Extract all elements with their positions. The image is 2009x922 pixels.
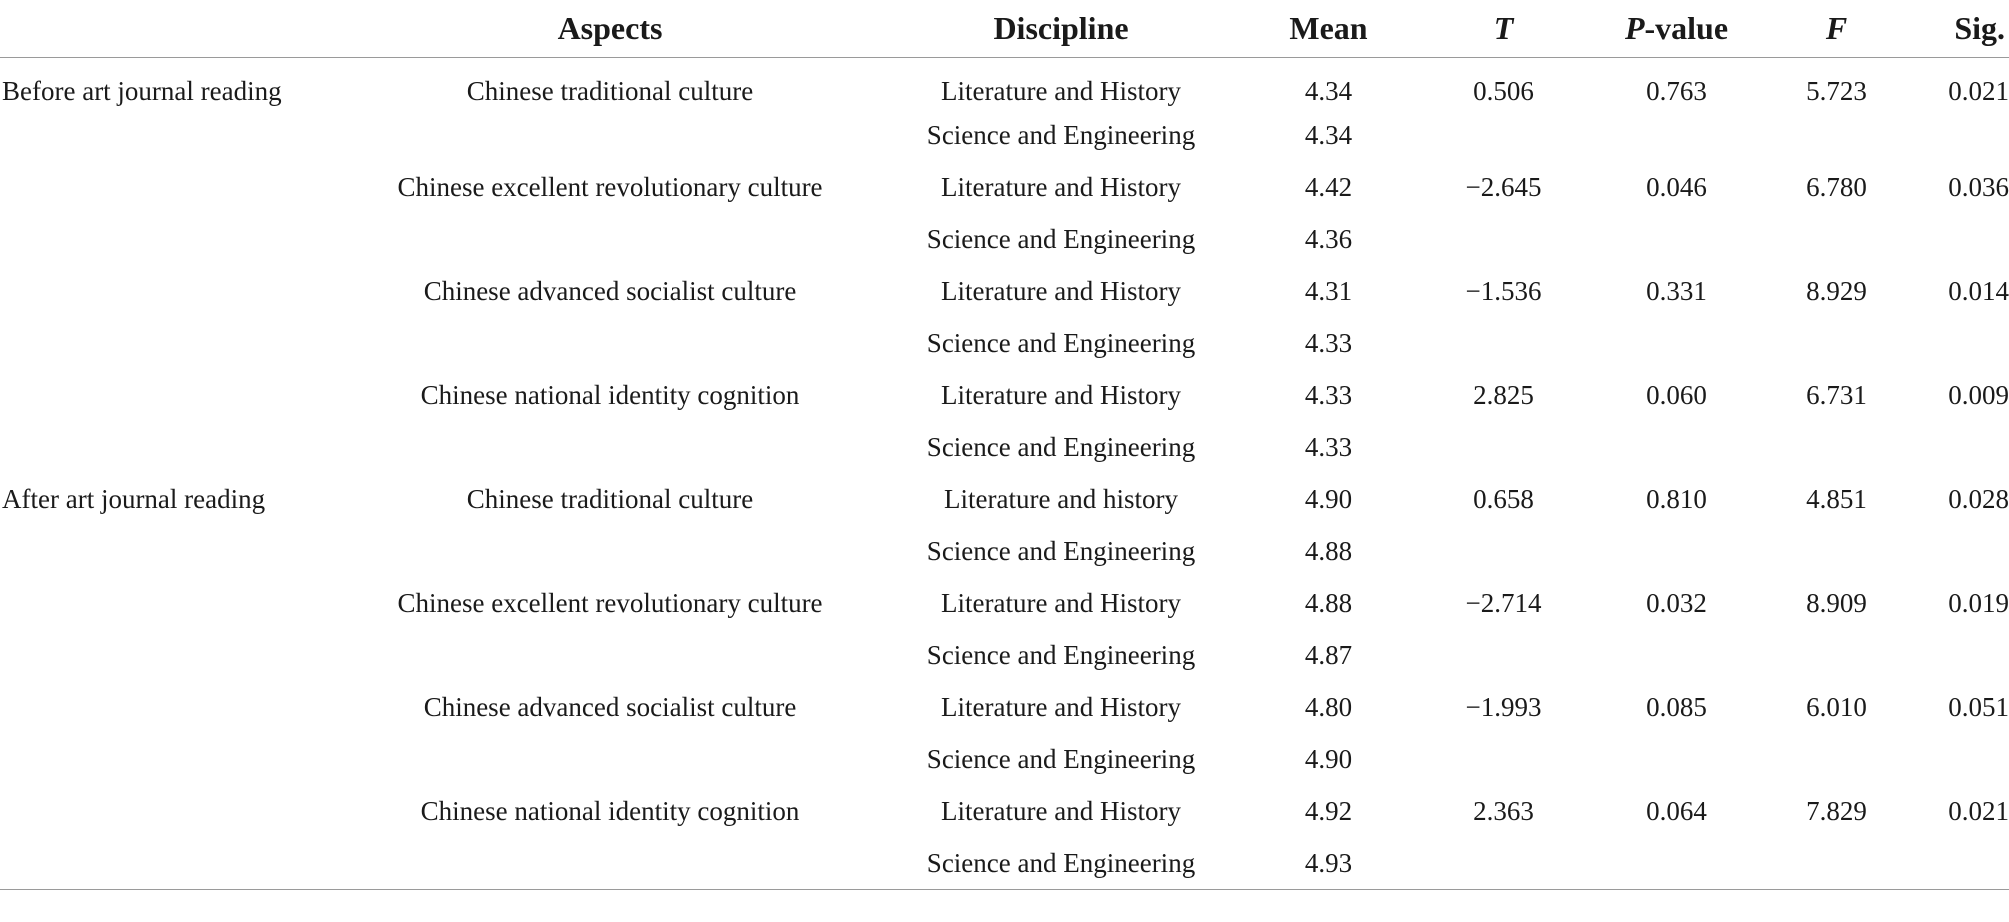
- cell-sig: 0.051: [1948, 692, 2009, 722]
- cell-f: 6.010: [1806, 692, 1867, 722]
- cell-sig: [1898, 110, 2009, 162]
- cell-sig: [1898, 630, 2009, 682]
- cell-stage: [0, 422, 326, 474]
- table-row: [0, 578, 2009, 630]
- cell-p-value: 0.032: [1646, 588, 1707, 618]
- cell-aspect: Chinese traditional culture: [466, 484, 754, 514]
- cell-sig: 0.021: [1948, 796, 2009, 826]
- cell-p-value: 0.064: [1646, 796, 1707, 826]
- cell-discipline: Literature and History: [941, 588, 1181, 618]
- header-f: F: [1775, 0, 1898, 58]
- cell-aspect: [326, 214, 894, 266]
- cell-f: 5.723: [1806, 76, 1867, 107]
- cell-aspect: [326, 630, 894, 682]
- cell-stage: [0, 370, 326, 422]
- cell-p-value: 0.763: [1646, 76, 1707, 107]
- cell-aspect: [326, 526, 894, 578]
- cell-t: −2.645: [1465, 172, 1542, 202]
- cell-t: [1429, 110, 1578, 162]
- cell-f: [1775, 838, 1898, 890]
- table-row: [0, 214, 2009, 266]
- cell-sig: 0.019: [1948, 588, 2009, 618]
- cell-t: 2.825: [1473, 380, 1534, 410]
- cell-f: [1775, 110, 1898, 162]
- table-row: [0, 786, 2009, 838]
- cell-sig: [1898, 318, 2009, 370]
- header-p-suffix: -value: [1644, 10, 1729, 46]
- cell-t: −1.993: [1465, 692, 1542, 722]
- cell-mean: 4.90: [1304, 484, 1353, 514]
- cell-f: 6.780: [1806, 172, 1867, 202]
- table-row: [0, 630, 2009, 682]
- cell-t: [1429, 630, 1578, 682]
- cell-p-value: [1578, 110, 1775, 162]
- cell-mean: 4.36: [1304, 224, 1353, 254]
- cell-mean: 4.80: [1304, 692, 1353, 722]
- cell-sig: [1898, 838, 2009, 890]
- table-row: [0, 58, 2009, 110]
- cell-p-value: [1578, 526, 1775, 578]
- cell-mean: 4.34: [1304, 76, 1353, 107]
- cell-mean: 4.33: [1304, 328, 1353, 358]
- cell-p-value: 0.810: [1646, 484, 1707, 514]
- cell-stage: [0, 734, 326, 786]
- cell-t: [1429, 838, 1578, 890]
- cell-t: 0.658: [1473, 484, 1534, 514]
- cell-aspect: Chinese traditional culture: [466, 76, 754, 107]
- table-row: [0, 422, 2009, 474]
- cell-mean: 4.90: [1304, 744, 1353, 774]
- cell-sig: 0.036: [1948, 172, 2009, 202]
- cell-mean: 4.33: [1304, 380, 1353, 410]
- header-stage: [0, 0, 326, 58]
- cell-stage: [0, 214, 326, 266]
- cell-sig: [1898, 214, 2009, 266]
- cell-t: 2.363: [1473, 796, 1534, 826]
- cell-discipline: Science and Engineering: [894, 838, 1228, 890]
- table-row: [0, 370, 2009, 422]
- cell-discipline: Science and Engineering: [926, 744, 1196, 774]
- cell-discipline: Science and Engineering: [926, 432, 1196, 462]
- cell-sig: 0.014: [1948, 276, 2009, 306]
- cell-stage: Before art journal reading: [2, 76, 282, 107]
- cell-f: 4.851: [1806, 484, 1867, 514]
- cell-mean: 4.87: [1304, 640, 1353, 670]
- header-discipline: Discipline: [894, 0, 1228, 58]
- cell-aspect: [326, 110, 894, 162]
- cell-mean: 4.34: [1304, 120, 1353, 150]
- cell-stage: [0, 266, 326, 318]
- cell-discipline: Science and Engineering: [926, 640, 1196, 670]
- cell-aspect: Chinese national identity cognition: [420, 796, 800, 826]
- cell-aspect: Chinese national identity cognition: [420, 380, 800, 410]
- cell-stage: [0, 318, 326, 370]
- cell-p-value: 0.331: [1646, 276, 1707, 306]
- cell-t: [1429, 214, 1578, 266]
- cell-t: [1429, 734, 1578, 786]
- cell-aspect: [326, 318, 894, 370]
- cell-sig: [1898, 422, 2009, 474]
- cell-stage: [0, 838, 326, 890]
- cell-t: 0.506: [1473, 76, 1534, 107]
- table-row: [0, 526, 2009, 578]
- table-body: [0, 58, 2009, 890]
- cell-t: [1429, 526, 1578, 578]
- cell-f: [1775, 422, 1898, 474]
- cell-sig: [1898, 734, 2009, 786]
- cell-p-value: [1578, 838, 1775, 890]
- cell-mean: 4.92: [1304, 796, 1353, 826]
- cell-stage: [0, 110, 326, 162]
- cell-sig: [1898, 526, 2009, 578]
- cell-discipline: Science and Engineering: [926, 536, 1196, 566]
- cell-discipline: Literature and History: [941, 796, 1181, 826]
- cell-discipline: Literature and History: [941, 172, 1181, 202]
- table-row: [0, 734, 2009, 786]
- cell-stage: [0, 578, 326, 630]
- cell-mean: 4.31: [1304, 276, 1353, 306]
- cell-stage: [0, 682, 326, 734]
- cell-stage: After art journal reading: [2, 484, 266, 514]
- cell-t: [1429, 422, 1578, 474]
- cell-discipline: Literature and history: [944, 484, 1178, 514]
- cell-mean: 4.88: [1304, 588, 1353, 618]
- cell-f: 8.929: [1806, 276, 1867, 306]
- cell-aspect: Chinese advanced socialist culture: [423, 692, 797, 722]
- cell-f: [1775, 734, 1898, 786]
- cell-discipline: Literature and History: [941, 380, 1181, 410]
- cell-p-value: 0.060: [1646, 380, 1707, 410]
- cell-aspect: Chinese excellent revolutionary culture: [397, 588, 823, 618]
- cell-f: 7.829: [1806, 796, 1867, 826]
- cell-aspect: [326, 734, 894, 786]
- cell-p-value: [1578, 214, 1775, 266]
- cell-t: −2.714: [1465, 588, 1542, 618]
- cell-discipline: Science and Engineering: [926, 120, 1196, 150]
- cell-f: [1775, 318, 1898, 370]
- cell-discipline: Literature and History: [941, 692, 1181, 722]
- table-row: [0, 682, 2009, 734]
- cell-mean: 4.33: [1304, 432, 1353, 462]
- cell-sig: 0.009: [1948, 380, 2009, 410]
- cell-sig: 0.021: [1948, 76, 2009, 107]
- table-row: [0, 110, 2009, 162]
- table-row: [0, 162, 2009, 214]
- cell-f: 8.909: [1806, 588, 1867, 618]
- cell-p-value: [1578, 630, 1775, 682]
- header-p-prefix: P: [1624, 10, 1645, 46]
- table-header: [0, 0, 2009, 58]
- cell-p-value: [1578, 422, 1775, 474]
- cell-stage: [0, 630, 326, 682]
- cell-stage: [0, 786, 326, 838]
- table-row: [0, 838, 2009, 890]
- table-row: [0, 318, 2009, 370]
- cell-stage: [0, 162, 326, 214]
- cell-f: [1775, 214, 1898, 266]
- table-row: [0, 474, 2009, 526]
- cell-discipline: Science and Engineering: [926, 328, 1196, 358]
- cell-p-value: [1578, 318, 1775, 370]
- cell-p-value: [1578, 734, 1775, 786]
- cell-sig: 0.028: [1948, 484, 2009, 514]
- header-p-value: [1578, 0, 1775, 58]
- cell-t: −1.536: [1465, 276, 1542, 306]
- header-row: [0, 0, 2009, 58]
- header-mean: Mean: [1228, 0, 1429, 58]
- cell-discipline: Science and Engineering: [926, 224, 1196, 254]
- cell-t: [1429, 318, 1578, 370]
- cell-p-value: 0.085: [1646, 692, 1707, 722]
- header-t: T: [1429, 0, 1578, 58]
- cell-aspect: [326, 838, 894, 890]
- cell-aspect: [326, 422, 894, 474]
- cell-f: [1775, 630, 1898, 682]
- cell-discipline: Literature and History: [941, 76, 1181, 107]
- cell-mean: 4.93: [1228, 838, 1429, 890]
- table-row: [0, 266, 2009, 318]
- cell-p-value: 0.046: [1646, 172, 1707, 202]
- cell-aspect: Chinese excellent revolutionary culture: [397, 172, 823, 202]
- cell-discipline: Literature and History: [941, 276, 1181, 306]
- cell-mean: 4.88: [1304, 536, 1353, 566]
- cell-aspect: Chinese advanced socialist culture: [423, 276, 797, 306]
- cell-mean: 4.42: [1304, 172, 1353, 202]
- header-sig: Sig.: [1898, 0, 2009, 58]
- cell-f: [1775, 526, 1898, 578]
- cell-f: 6.731: [1806, 380, 1867, 410]
- header-aspects: Aspects: [326, 0, 894, 58]
- cell-stage: [0, 526, 326, 578]
